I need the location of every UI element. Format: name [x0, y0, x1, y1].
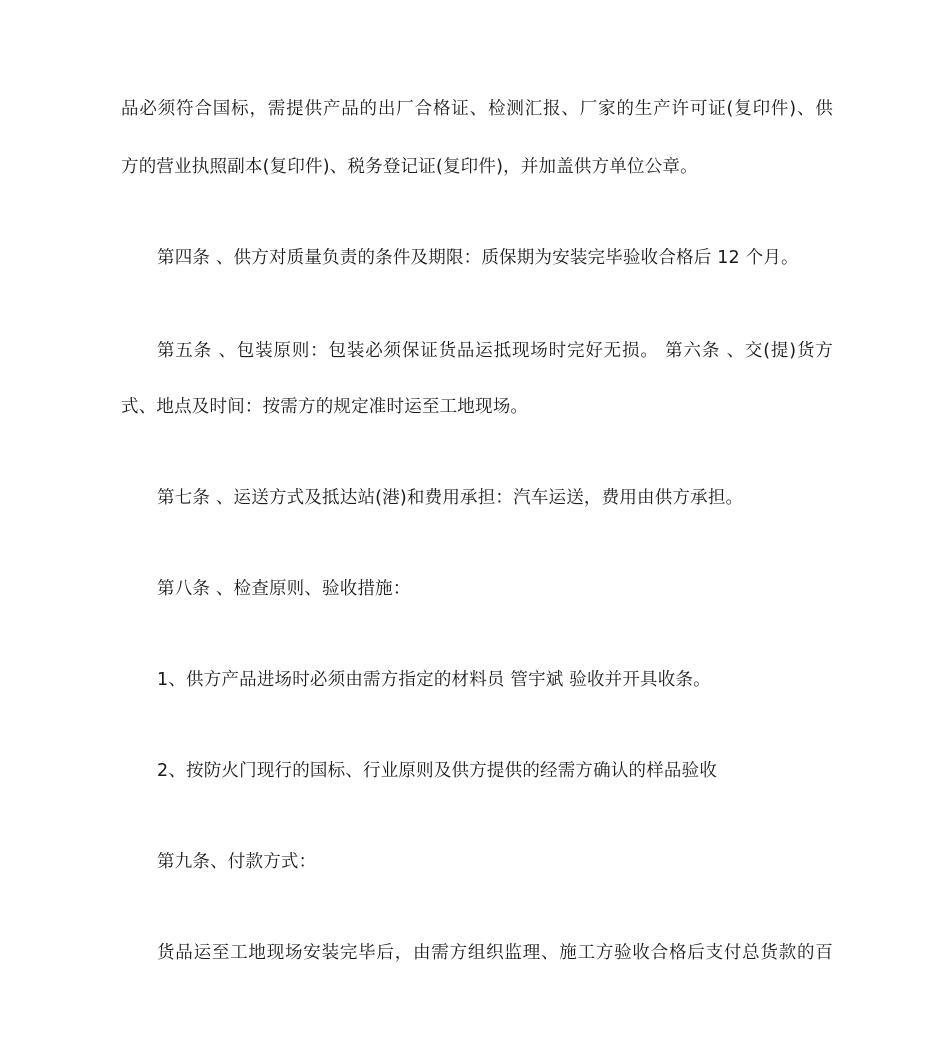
clause-7-transport: 第七条 、运送方式及抵达站(港)和费用承担：汽车运送，费用由供方承担。: [157, 488, 744, 508]
clause-9-payment: 第九条、付款方式：: [157, 852, 317, 872]
clause-9-payment-text: 货品运至工地现场安装完毕后，由需方组织监理、施工方验收合格后支付总货款的百: [157, 943, 833, 963]
clause-4-warranty: 第四条 、供方对质量负责的条件及期限：质保期为安装完毕验收合格后 12 个月。: [157, 248, 799, 268]
clause-8-inspection: 第八条 、检查原则、验收措施：: [157, 579, 411, 599]
text-line-quality-docs: 品必须符合国标，需提供产品的出厂合格证、检测汇报、厂家的生产许可证(复印件)、供: [121, 99, 833, 119]
text-line-license-stamp: 方的营业执照副本(复印件)、税务登记证(复印件)，并加盖供方单位公章。: [121, 157, 698, 177]
clause-6-delivery-continued: 式、地点及时间：按需方的规定准时运至工地现场。: [121, 397, 529, 417]
clause-8-item-1: 1、供方产品进场时必须由需方指定的材料员 管宇斌 验收并开具收条。: [157, 670, 711, 690]
clause-8-item-2: 2、按防火门现行的国标、行业原则及供方提供的经需方确认的样品验收: [157, 761, 718, 781]
clause-5-packaging: 第五条 、包装原则：包装必须保证货品运抵现场时完好无损。 第六条 、交(提)货方: [157, 341, 833, 361]
